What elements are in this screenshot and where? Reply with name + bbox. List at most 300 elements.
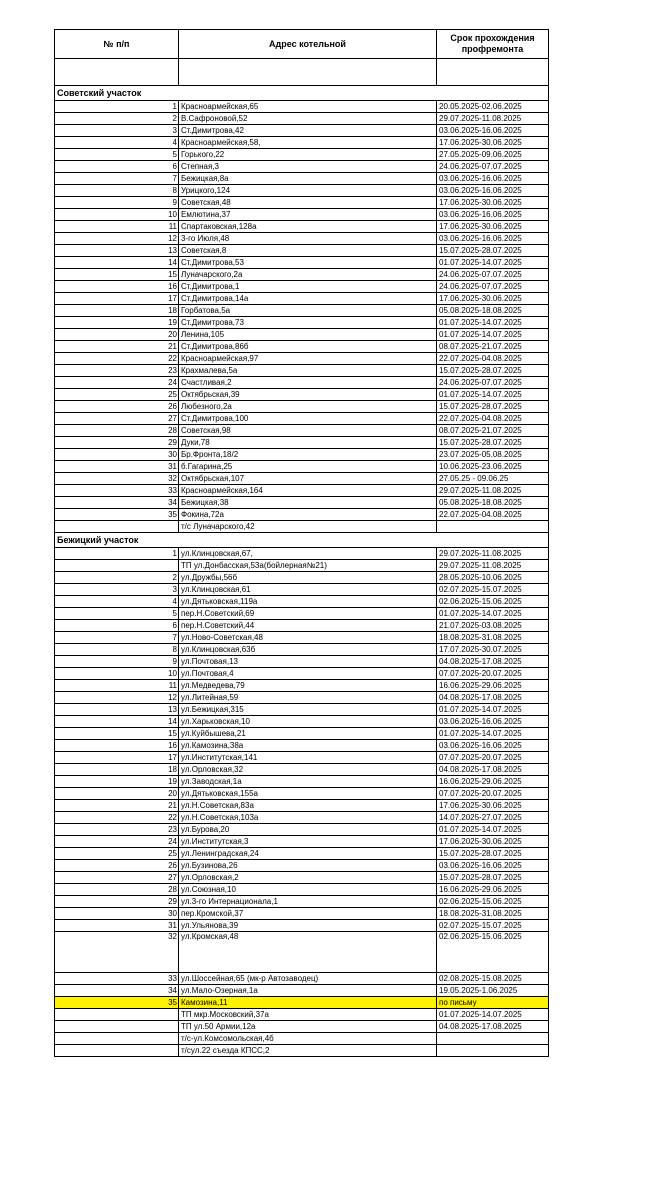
row-address: Емлютина,37: [179, 209, 437, 221]
table-row: [55, 425, 549, 437]
table-row: [55, 209, 549, 221]
table-row: [55, 920, 549, 932]
row-period: 17.06.2025-30.06.2025: [437, 221, 549, 233]
row-address: ул.Н.Советская,103а: [179, 812, 437, 824]
row-period: 27.05.2025-09.06.2025: [437, 149, 549, 161]
table-row: [55, 1033, 549, 1045]
row-number: 4: [55, 596, 179, 608]
row-period: 18.08.2025-31.08.2025: [437, 908, 549, 920]
row-period: 20.05.2025-02.06.2025: [437, 101, 549, 113]
row-address: ул.Орловская,2: [179, 872, 437, 884]
row-address: ул.Институтская,141: [179, 752, 437, 764]
row-number: 20: [55, 788, 179, 800]
table-row: [55, 800, 549, 812]
row-period: 01.07.2025-14.07.2025: [437, 329, 549, 341]
row-number: 19: [55, 317, 179, 329]
row-period: 14.07.2025-27.07.2025: [437, 812, 549, 824]
row-address: Ст.Димитрова,73: [179, 317, 437, 329]
table-row: [55, 377, 549, 389]
table-row: [55, 932, 549, 973]
table-row: [55, 824, 549, 836]
row-period: [437, 521, 549, 533]
row-number: 24: [55, 377, 179, 389]
row-period: 03.06.2025-16.06.2025: [437, 209, 549, 221]
row-period: 18.08.2025-31.08.2025: [437, 632, 549, 644]
table-row: [55, 293, 549, 305]
row-address: Советская,8: [179, 245, 437, 257]
row-address: Красноармейская,97: [179, 353, 437, 365]
table-row: [55, 704, 549, 716]
row-number: 31: [55, 461, 179, 473]
row-number: 13: [55, 245, 179, 257]
table-row: [55, 644, 549, 656]
row-address: ул.Институтская,3: [179, 836, 437, 848]
row-period: 19.05.2025-1.06.2025: [437, 985, 549, 997]
table-row: [55, 632, 549, 644]
row-number: 20: [55, 329, 179, 341]
row-period: по письму: [437, 997, 549, 1009]
table-row: [55, 101, 549, 113]
row-address: ул.Кромская,48: [179, 932, 437, 973]
row-address: ТП ул.Донбасская,53а(бойлерная№21): [179, 560, 437, 572]
row-period: 21.07.2025-03.08.2025: [437, 620, 549, 632]
row-address: Октябрьская,39: [179, 389, 437, 401]
row-number: 9: [55, 656, 179, 668]
row-period: 04.08.2025-17.08.2025: [437, 656, 549, 668]
row-period: 16.06.2025-29.06.2025: [437, 680, 549, 692]
table-row: [55, 985, 549, 997]
row-number: 8: [55, 644, 179, 656]
row-number: [55, 521, 179, 533]
row-period: 02.07.2025-15.07.2025: [437, 920, 549, 932]
row-number: 11: [55, 680, 179, 692]
row-number: [55, 1009, 179, 1021]
row-address: б.Гагарина,25: [179, 461, 437, 473]
row-address: ул.Бузинова,26: [179, 860, 437, 872]
table-row: [55, 485, 549, 497]
row-period: 15.07.2025-28.07.2025: [437, 365, 549, 377]
row-period: 07.07.2025-20.07.2025: [437, 752, 549, 764]
row-period: 22.07.2025-04.08.2025: [437, 413, 549, 425]
row-period: 15.07.2025-28.07.2025: [437, 437, 549, 449]
table-row: [55, 269, 549, 281]
row-address: Горбатова,5а: [179, 305, 437, 317]
row-address: Бр.Фронта,18/2: [179, 449, 437, 461]
row-period: 10.06.2025-23.06.2025: [437, 461, 549, 473]
row-period: 15.07.2025-28.07.2025: [437, 848, 549, 860]
table-row: [55, 692, 549, 704]
table-row: [55, 113, 549, 125]
row-number: 35: [55, 509, 179, 521]
row-number: 34: [55, 497, 179, 509]
row-period: 02.08.2025-15.08.2025: [437, 973, 549, 985]
row-number: 13: [55, 704, 179, 716]
row-address: Ст.Димитрова,100: [179, 413, 437, 425]
table-row: [55, 608, 549, 620]
table-row: [55, 860, 549, 872]
row-address: ул.Ульянова,39: [179, 920, 437, 932]
row-period: 22.07.2025-04.08.2025: [437, 353, 549, 365]
row-number: 1: [55, 101, 179, 113]
row-number: 31: [55, 920, 179, 932]
row-period: 02.06.2025-15.06.2025: [437, 932, 549, 973]
row-address: ул.3-го Интернационала,1: [179, 896, 437, 908]
row-period: 02.06.2025-15.06.2025: [437, 596, 549, 608]
row-number: 16: [55, 281, 179, 293]
row-period: 17.06.2025-30.06.2025: [437, 137, 549, 149]
row-address: Бежицкая,8а: [179, 173, 437, 185]
row-address: ул.Дятьковская,155а: [179, 788, 437, 800]
row-number: 26: [55, 860, 179, 872]
table-row: [55, 560, 549, 572]
row-period: 17.06.2025-30.06.2025: [437, 836, 549, 848]
header-period: Срок прохождения профремонта: [437, 30, 549, 59]
row-address: Бежицкая,38: [179, 497, 437, 509]
row-address: ул.Бурова,20: [179, 824, 437, 836]
row-period: 15.07.2025-28.07.2025: [437, 872, 549, 884]
row-number: 5: [55, 608, 179, 620]
row-period: 07.07.2025-20.07.2025: [437, 788, 549, 800]
row-number: 6: [55, 161, 179, 173]
row-number: 35: [55, 997, 179, 1009]
row-address: ул.Ново-Советская,48: [179, 632, 437, 644]
row-address: ТП ул.50 Армии,12а: [179, 1021, 437, 1033]
row-address: ул.Литейная,59: [179, 692, 437, 704]
row-number: 17: [55, 293, 179, 305]
blank-cell: [55, 59, 179, 86]
row-period: 05.08.2025-18.08.2025: [437, 305, 549, 317]
row-address: ул.Заводская,1а: [179, 776, 437, 788]
table-row: [55, 233, 549, 245]
row-address: ул.Дружбы,56б: [179, 572, 437, 584]
table-row: [55, 173, 549, 185]
row-number: 28: [55, 425, 179, 437]
row-number: 23: [55, 824, 179, 836]
table-row: [55, 125, 549, 137]
row-address: Горького,22: [179, 149, 437, 161]
row-number: 3: [55, 125, 179, 137]
row-period: 04.08.2025-17.08.2025: [437, 764, 549, 776]
row-address: ул.Орловская,32: [179, 764, 437, 776]
table-row: [55, 365, 549, 377]
row-address: Ст.Димитрова,42: [179, 125, 437, 137]
row-address: т/с-ул.Комсомольская,4б: [179, 1033, 437, 1045]
row-number: 16: [55, 740, 179, 752]
row-address: Спартаковская,128а: [179, 221, 437, 233]
row-number: 9: [55, 197, 179, 209]
table-row: [55, 836, 549, 848]
row-address: ул.Харьковская,10: [179, 716, 437, 728]
row-address: Советская,48: [179, 197, 437, 209]
row-period: 01.07.2025-14.07.2025: [437, 704, 549, 716]
table-row: [55, 716, 549, 728]
table-row: [55, 473, 549, 485]
row-period: 29.07.2025-11.08.2025: [437, 113, 549, 125]
row-address: пер.Кромской,37: [179, 908, 437, 920]
row-address: 3-го Июля,48: [179, 233, 437, 245]
row-number: 25: [55, 848, 179, 860]
row-number: [55, 1045, 179, 1057]
row-number: 2: [55, 572, 179, 584]
row-address: ул.Дятьковская,119а: [179, 596, 437, 608]
row-period: 08.07.2025-21.07.2025: [437, 341, 549, 353]
row-number: 23: [55, 365, 179, 377]
section-header-row: [55, 533, 549, 548]
table-row: [55, 1045, 549, 1057]
schedule-table: [54, 29, 549, 1057]
row-number: 12: [55, 233, 179, 245]
table-row: [55, 740, 549, 752]
table-row: [55, 908, 549, 920]
table-row: [55, 257, 549, 269]
table-row: [55, 584, 549, 596]
row-period: 04.08.2025-17.08.2025: [437, 1021, 549, 1033]
row-period: 03.06.2025-16.06.2025: [437, 716, 549, 728]
table-row: [55, 149, 549, 161]
row-number: 14: [55, 257, 179, 269]
row-number: 18: [55, 305, 179, 317]
row-period: 01.07.2025-14.07.2025: [437, 317, 549, 329]
row-period: 17.06.2025-30.06.2025: [437, 800, 549, 812]
row-period: 01.07.2025-14.07.2025: [437, 257, 549, 269]
row-address: т/сул.22 съезда КПСС,2: [179, 1045, 437, 1057]
row-address: ул.Медведева,79: [179, 680, 437, 692]
row-period: 02.06.2025-15.06.2025: [437, 896, 549, 908]
table-row: [55, 497, 549, 509]
row-address: Луначарского,2а: [179, 269, 437, 281]
row-number: 26: [55, 401, 179, 413]
row-period: 15.07.2025-28.07.2025: [437, 245, 549, 257]
row-address: Счастливая,2: [179, 377, 437, 389]
row-number: 11: [55, 221, 179, 233]
row-period: 22.07.2025-04.08.2025: [437, 509, 549, 521]
table-row: [55, 812, 549, 824]
table-row: [55, 281, 549, 293]
row-address: ул.Почтовая,13: [179, 656, 437, 668]
table-row: [55, 161, 549, 173]
row-period: 03.06.2025-16.06.2025: [437, 233, 549, 245]
row-number: [55, 1021, 179, 1033]
table-row: [55, 245, 549, 257]
table-row: [55, 596, 549, 608]
row-period: 15.07.2025-28.07.2025: [437, 401, 549, 413]
row-number: 2: [55, 113, 179, 125]
row-address: ул.Клинцовская,61: [179, 584, 437, 596]
row-address: Урицкого,124: [179, 185, 437, 197]
row-number: 12: [55, 692, 179, 704]
table-row: [55, 680, 549, 692]
row-period: 01.07.2025-14.07.2025: [437, 389, 549, 401]
row-address: Ст.Димитрова,1: [179, 281, 437, 293]
table-row: [55, 997, 549, 1009]
row-period: 24.06.2025-07.07.2025: [437, 269, 549, 281]
row-number: [55, 1033, 179, 1045]
header-row: [55, 30, 549, 59]
row-number: 14: [55, 716, 179, 728]
row-period: 29.07.2025-11.08.2025: [437, 548, 549, 560]
table-row: [55, 752, 549, 764]
row-period: 03.06.2025-16.06.2025: [437, 185, 549, 197]
row-address: ул.Н.Советская,83а: [179, 800, 437, 812]
row-address: Ст.Димитрова,14а: [179, 293, 437, 305]
table-row: [55, 788, 549, 800]
row-address: Советская,98: [179, 425, 437, 437]
row-period: 04.08.2025-17.08.2025: [437, 692, 549, 704]
row-address: ул.Союзная,10: [179, 884, 437, 896]
table-row: [55, 872, 549, 884]
row-period: 29.07.2025-11.08.2025: [437, 560, 549, 572]
header-address: Адрес котельной: [179, 30, 437, 59]
table-row: [55, 848, 549, 860]
table-row: [55, 449, 549, 461]
row-address: ул.Почтовая,4: [179, 668, 437, 680]
row-period: 16.06.2025-29.06.2025: [437, 776, 549, 788]
row-address: Красноармейская,58,: [179, 137, 437, 149]
row-period: 01.07.2025-14.07.2025: [437, 728, 549, 740]
table-row: [55, 437, 549, 449]
table-row: [55, 401, 549, 413]
row-period: [437, 1045, 549, 1057]
section-title: Советский участок: [55, 86, 549, 101]
row-period: 01.07.2025-14.07.2025: [437, 824, 549, 836]
row-number: 27: [55, 872, 179, 884]
row-number: 6: [55, 620, 179, 632]
row-period: 16.06.2025-29.06.2025: [437, 884, 549, 896]
row-address: ул.Мало-Озерная,1а: [179, 985, 437, 997]
row-address: ул.Шоссейная,65 (мк-р Автозаводец): [179, 973, 437, 985]
row-address: ул.Куйбышева,21: [179, 728, 437, 740]
row-address: ул.Ленинградская,24: [179, 848, 437, 860]
blank-cell: [179, 59, 437, 86]
row-period: 24.06.2025-07.07.2025: [437, 161, 549, 173]
row-period: 03.06.2025-16.06.2025: [437, 125, 549, 137]
schedule-table-body: [55, 30, 549, 1057]
row-number: 29: [55, 437, 179, 449]
row-address: Дуки,78: [179, 437, 437, 449]
row-number: 4: [55, 137, 179, 149]
row-number: 5: [55, 149, 179, 161]
table-row: [55, 620, 549, 632]
row-address: ул.Бежицкая,315: [179, 704, 437, 716]
table-row: [55, 329, 549, 341]
table-row: [55, 341, 549, 353]
row-period: 08.07.2025-21.07.2025: [437, 425, 549, 437]
row-period: [437, 1033, 549, 1045]
row-address: Любезного,2а: [179, 401, 437, 413]
table-row: [55, 137, 549, 149]
section-header-row: [55, 86, 549, 101]
row-number: 17: [55, 752, 179, 764]
row-address: ул.Клинцовская,67,: [179, 548, 437, 560]
table-row: [55, 317, 549, 329]
table-row: [55, 973, 549, 985]
row-address: Степная,3: [179, 161, 437, 173]
row-number: 30: [55, 908, 179, 920]
table-row: [55, 776, 549, 788]
table-row: [55, 353, 549, 365]
row-address: пер.Н.Советский,69: [179, 608, 437, 620]
section-title: Бежицкий участок: [55, 533, 549, 548]
row-number: 28: [55, 884, 179, 896]
row-address: Ст.Димитрова,53: [179, 257, 437, 269]
table-row: [55, 461, 549, 473]
row-period: 17.06.2025-30.06.2025: [437, 197, 549, 209]
table-row: [55, 764, 549, 776]
row-address: Красноармейская,65: [179, 101, 437, 113]
row-period: 27.05.25 - 09.06.25: [437, 473, 549, 485]
row-number: 8: [55, 185, 179, 197]
row-address: Ленина,105: [179, 329, 437, 341]
table-row: [55, 668, 549, 680]
row-number: 33: [55, 973, 179, 985]
row-number: 32: [55, 473, 179, 485]
row-number: 25: [55, 389, 179, 401]
row-address: ТП мкр.Московский,37а: [179, 1009, 437, 1021]
row-number: 32: [55, 932, 179, 973]
row-number: 10: [55, 668, 179, 680]
row-address: пер.Н.Советский,44: [179, 620, 437, 632]
row-number: 27: [55, 413, 179, 425]
row-period: 07.07.2025-20.07.2025: [437, 668, 549, 680]
table-row: [55, 548, 549, 560]
row-number: 33: [55, 485, 179, 497]
row-number: 10: [55, 209, 179, 221]
table-row: [55, 656, 549, 668]
table-row: [55, 509, 549, 521]
row-address: Красноармейская,164: [179, 485, 437, 497]
table-row: [55, 1009, 549, 1021]
table-row: [55, 521, 549, 533]
row-period: 02.07.2025-15.07.2025: [437, 584, 549, 596]
row-period: 23.07.2025-05.08.2025: [437, 449, 549, 461]
row-period: 24.06.2025-07.07.2025: [437, 281, 549, 293]
table-row: [55, 305, 549, 317]
row-number: 19: [55, 776, 179, 788]
row-address: ул.Клинцовская,63б: [179, 644, 437, 656]
row-period: 28.05.2025-10.06.2025: [437, 572, 549, 584]
row-address: Крахмалева,5а: [179, 365, 437, 377]
table-row: [55, 221, 549, 233]
row-period: 24.06.2025-07.07.2025: [437, 377, 549, 389]
row-address: Фокина,72а: [179, 509, 437, 521]
table-row: [55, 884, 549, 896]
row-number: 7: [55, 632, 179, 644]
table-row: [55, 896, 549, 908]
row-number: 22: [55, 812, 179, 824]
row-address: Ст.Димитрова,86б: [179, 341, 437, 353]
boiler-repair-schedule: [54, 29, 548, 1057]
row-address: В.Сафроновой,52: [179, 113, 437, 125]
row-address: т/с Луначарского,42: [179, 521, 437, 533]
row-period: 03.06.2025-16.06.2025: [437, 740, 549, 752]
row-number: 15: [55, 269, 179, 281]
row-number: 34: [55, 985, 179, 997]
row-number: 18: [55, 764, 179, 776]
row-number: 3: [55, 584, 179, 596]
row-number: 22: [55, 353, 179, 365]
table-row: [55, 413, 549, 425]
row-number: 29: [55, 896, 179, 908]
row-period: 05.08.2025-18.08.2025: [437, 497, 549, 509]
row-period: 01.07.2025-14.07.2025: [437, 608, 549, 620]
table-row: [55, 185, 549, 197]
row-period: 29.07.2025-11.08.2025: [437, 485, 549, 497]
row-period: 01.07.2025-14.07.2025: [437, 1009, 549, 1021]
row-address: ул.Камозина,38а: [179, 740, 437, 752]
table-row: [55, 389, 549, 401]
row-number: 21: [55, 800, 179, 812]
row-period: 03.06.2025-16.06.2025: [437, 860, 549, 872]
